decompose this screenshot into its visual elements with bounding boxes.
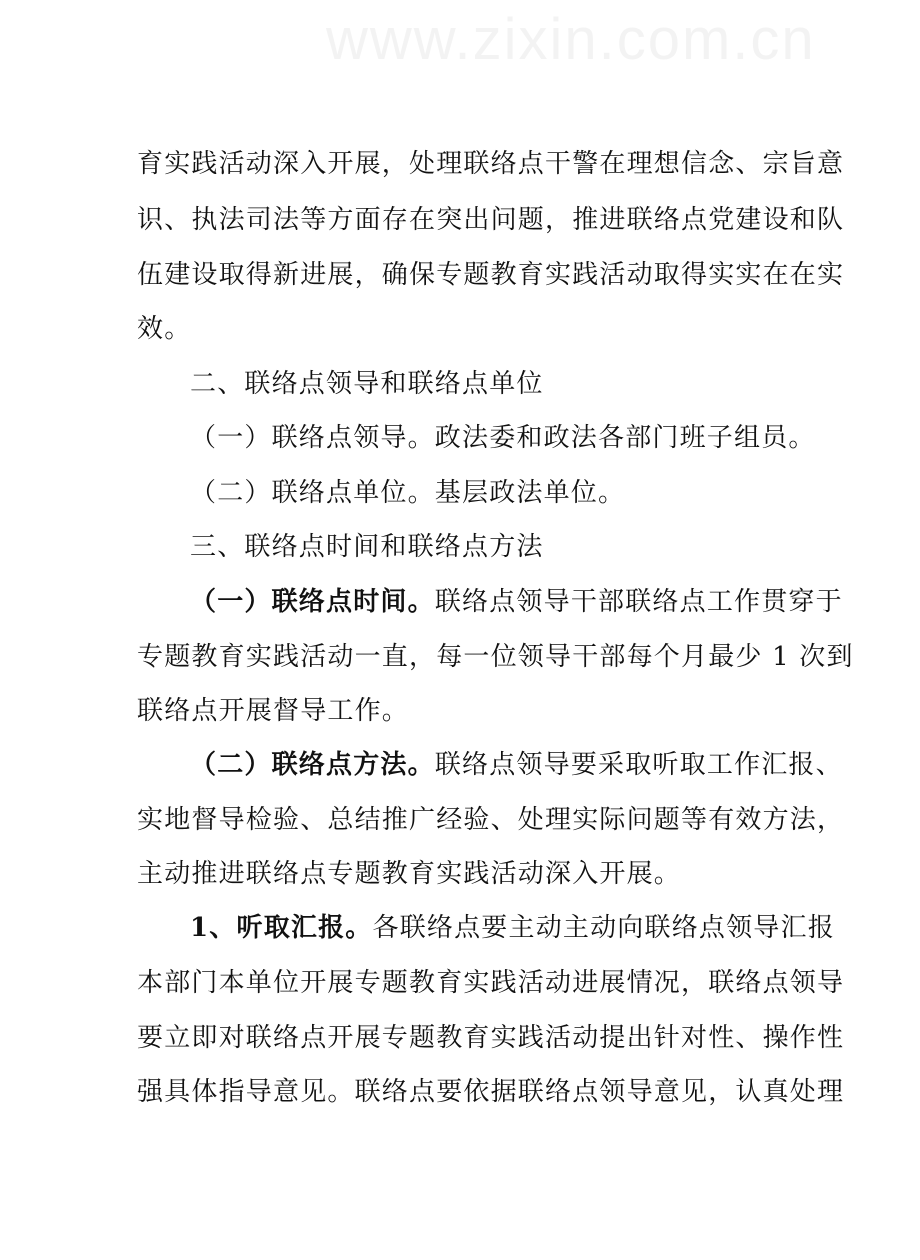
subheading-bold: 1、听取汇报。: [190, 913, 373, 943]
watermark: www.zixin.com.cn: [326, 7, 816, 72]
text-line: 育实践活动深入开展，处理联络点干警在理想信念、宗旨意: [137, 149, 845, 179]
text-run: 各联络点要主动主动向联络点领导汇报: [372, 913, 835, 943]
text-line: 强具体指导意见。联络点要依据联络点领导意见，认真处理: [137, 1077, 845, 1107]
text-line: 效。: [137, 314, 192, 344]
text-line: 主动推进联络点专题教育实践活动深入开展。: [137, 859, 682, 889]
text-line: （一）联络点领导。政法委和政法各部门班子组员。: [190, 423, 816, 453]
section-heading: 二、联络点领导和联络点单位: [190, 369, 544, 399]
text-line: 联络点开展督导工作。: [137, 696, 410, 726]
text-run: 联络点领导干部联络点工作贯穿于: [434, 587, 843, 617]
text-line: 识、执法司法等方面存在突出问题，推进联络点党建设和队: [137, 205, 845, 235]
section-heading: 三、联络点时间和联络点方法: [190, 532, 544, 562]
text-line: （二）联络点单位。基层政法单位。: [190, 478, 626, 508]
text-line: [190, 748, 843, 782]
text-line: [190, 585, 843, 619]
text-line: 专题教育实践活动一直，每一位领导干部每个月最少 1 次到: [137, 642, 854, 672]
subheading-bold: （一）联络点时间。: [190, 587, 435, 617]
text-line: 要立即对联络点开展专题教育实践活动提出针对性、操作性: [137, 1023, 845, 1053]
text-run: 联络点领导要采取听取工作汇报、: [434, 750, 843, 780]
text-line: 伍建设取得新进展，确保专题教育实践活动取得实实在在实: [137, 260, 845, 290]
subheading-bold: （二）联络点方法。: [190, 750, 435, 780]
text-line: [190, 911, 835, 945]
text-line: 本部门本单位开展专题教育实践活动进展情况，联络点领导: [137, 968, 845, 998]
text-line: 实地督导检验、总结推广经验、处理实际问题等有效方法，: [137, 805, 845, 835]
